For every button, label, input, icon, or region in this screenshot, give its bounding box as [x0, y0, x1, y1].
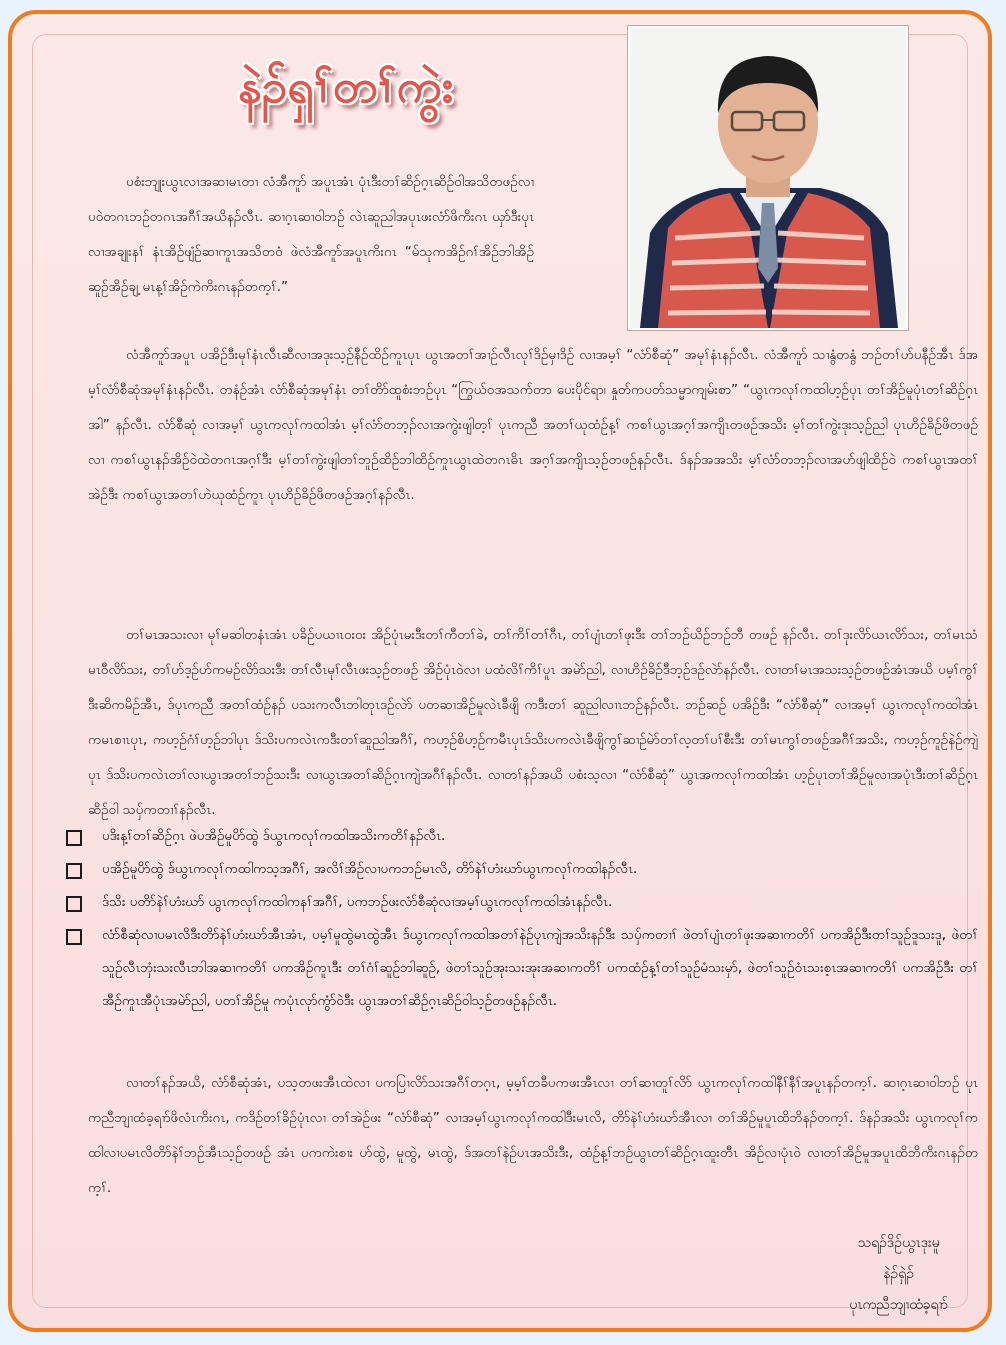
checkbox-square-icon: [66, 929, 82, 945]
list-item: [66, 919, 978, 1018]
bullet-list: [66, 820, 978, 1018]
author-portrait-image: [630, 28, 906, 328]
list-item: [66, 886, 978, 919]
hardship-paragraph: တၢ်မၤအသးလၢ မုၢ်မဆါတနံၤအံၤ ပခိဉ်ပယၢၤဝးဝး အိဉ်ပုံၤမးဒီးတၢ်ကီတၢ်ခဲ, တၢ်ကိၢ်တၢ်ဂီၤ, တၢ်ပျံၤတၢ်ဖုးဒီး တၢ်ဘဉ်ယိဉ်ဘဉ်ဘီ တဖဉ် နၣ်လီၤ. တၢ်ဒုးလိာ်ယၤလိာ်သး, တၢ်မၤသံမၤဝီလိာ်သး, တၢ်ဟ်ဒ့ဉ်ဟ်ကမဉ်လိာ်သးဒီး တၢ်လီၤမုၢ်လီၤဖးသ့ဉ်တဖဉ် အိဉ်ပုံၤဝဲလၢ ပထံလိၢ်ကိၢ်ပူၤ အမဲာ်ညါ, လၢဟိဉ်ခိဉ်ဒီဘ့ဉ်ဒဉ်လဲာ်နၣ်လီၤ. လၢတၢ်မၤအသးသ့ဉ်တဖဉ်အံၤအယိ ပမ့ၢ်ကွၢ်ဒီးဆိကမိဉ်အီၤ, ဒ်ပုၤကညီ အတၢ်ထံဉ်နၣ် ပသးကလီၤဘါတုၤဒဉ်လဲာ် ပတဆၢအိဉ်မူလဲၤခီဖျိ ကဒီးတၢ် ဆူညါလၢၤဘဉ်နၣ်လီၤ. ဘဉ်ဆဉ် ပအိဉ်ဒီး “လံာ်စီဆုံ” လၢအမ့ၢ် ယွၤကလုၢ်ကထါအံၤ ကမၤစၢၤပုၤ, ကဟ့ဉ်ဂံၢ်ဟ့ဉ်ဘါပုၤ ဒ်သိးပကလဲၤကဒီးတၢ်ဆူညါအဂီၢ်, ကဟ့ဉ်စိဟ့ဉ်ကမီၤပုၤဒ်သိးပကလဲၤခီဖျိကွၢ်ဆၢဉ်မဲာ်တၢ်လ့တၢ်ပၢ်စီးဒီး တၢ်မၤကွၢ်တဖဉ်အဂီၢ်အသိး, ကဟ့ဉ်ကူဉ်နဲဉ်ကျဲပုၤ ဒ်သိးပကလဲၤတၢ်လၢယွၤအတၢ်ဘဉ်သးဒီး လၢယွၤအတၢ်ဆိဉ်ဂ့ၤကျဲအဂီၢ်နၣ်လီၤ. လၢတၢ်နၣ်အယိ ပစံးသ့လၢ “လံာ်စီဆုံ” ယွၤအကလုၢ်ကထါအံၤ ဟ့ဉ်ပုၤတၢ်အိဉ်မူလၢအပုံၤဒီးတၢ်ဆိဉ်ဂ့ၤဆိဉ်ဝါ သပှ်ကတၢၢ်နၣ်လီၤ.: [88, 627, 978, 818]
signature-title: သရၣ်ဒိဉ်ယွၤဒုးမူ: [857, 1235, 940, 1251]
bible-sunday-paragraph: လံအီကူာ်အပူၤ ပအိဉ်ဒီးမုၢ်နံၤလီၤဆီလၢအဒုးသ့ဉ်နီဉ်ထိဉ်ကူၤပုၤ ယွၤအတၢ်အၢဉ်လီၤလုၢ်ဒိဉ်မှၢဒိဉ် လၢအမ့ၢ် “လံာ်စီဆုံ” အမုၢ်နံၤနၣ်လီၤ. လံအီကူာ် သၢနွံတနွံ ဘဉ်တၢ်ဟ်ပနီဉ်အီၤ ဒ်အမ့ၢ်လံာ်စီဆုံအမုၢ်နံၤနၣ်လီၤ. တနံဉ်အံၤ လံာ်စီဆုံအမုၢ်နံၤ တၢ်တိာ်ထူစံးဘဉ်ပုၤ “ကြွယ်ဝအသက်တာ ပေးပိုင်ရာ၊ နှုတ်ကပတ်သမ္မာကျမ်းစာ” “ယွၤကလုၢ်ကထါဟ့ဉ်ပုၤ တၢ်အိဉ်မူပုံၤတၢ်ဆိဉ်ဂ့ၤအါ” နၣ်လီၤ. လံာ်စီဆုံ လၢအမ့ၢ် ယွၤကလုၢ်ကထါအံၤ မ့ၢ်လံာ်တဘ့ၣ်လၢအကွဲးဖျါတ့ၢ် ပုၤကညီ အတၢ်ယုထံဉ်န့ၢ် ကစၢ်ယွၤအဂ့ၢ်အကျိၤတဖဉ်အသိး မ့ၢ်တၢ်ကွဲးဒုးသ့ဉ်ညါ ပုၤဟိဉ်ခိဉ်ဖိတဖဉ်လၢ ကစၢ်ယွၤနၣ်အိဉ်ဝဲထဲတဂၤအဂ့ၢ်ဒီး မ့ၢ်တၢ်ကွဲးဖျါတၢ်ဘူဉ်ထိဉ်ဘါထိဉ်ကူၤယွၤထဲတဂၤဓိၤ အဂ့ၢ်အကျိၤသ့ဉ်တဖဉ်နၣ်လီၤ. ဒ်နၣ်အအသိး မ့ၢ်လံာ်တဘ့ၣ်လၢအဟ်ဖျါထိဉ်ဝဲ ကစၢ်ယွၤအတၢ်အဲဉ်ဒီး ကစၢ်ယွၤအတၢ်ဟဲယုထံဉ်ကူၤ ပုၤဟိဉ်ခိဉ်ဖိတဖဉ်အဂ့ၢ်နၣ်လီၤ.: [88, 347, 978, 503]
list-item: [66, 820, 978, 853]
checkbox-square-icon: [66, 830, 82, 846]
signature-name: နဲၣ်ရှဲၣ်: [883, 1266, 915, 1282]
author-photo: [628, 26, 908, 330]
list-item-text: ပအိဉ်မူပိာ်ထွဲ ဒ်ယွၤကလုၢ်ကထါကသ့အဂီၢ်, အလိၢ်အိဉ်လၢပကဘဉ်မၤလိ, တိာ်နဲၢ်ဟံးဃာ်ယွၤကလုၢ်ကထါနၣ်လီၤ.: [102, 861, 638, 877]
list-item-text: ဒ်သိး ပတိာ်နဲၢ်ဟံးဃာ် ယွၤကလုၢ်ကထါကနၢ်အဂီၢ်, ပကဘဉ်ဖးလံာ်စီဆုံလၢအမ့ၢ်ယွၤကလုၢ်ကထါအံၤနၣ်လီၤ.: [102, 894, 613, 910]
closing-paragraph: လၢတၢ်နၣ်အယိ, လံာ်စီဆုံအံၤ, ပသ့တဖးအီၤထဲလၢ ပကပြၢလိာ်သးအဂီၢ်တဂ့ၤ, မ့မ့ၢ်တခီပကဖးအီၤလၢ တၢ်ဆၢတူၢ်လိာ် ယွၤကလုၢ်ကထါနီၢ်နီၢ်အပူၤနၣ်တက့ၢ်. ဆၢဂ့ၤဆၢဝါဘဉ် ပုၤကညီဘျၢထံခ့ရၢာ်ဖိလံၤကိးဂၤ, ကဒိဉ်တၢ်ခိဉ်ပုံၤလၢ တၢ်အဲဉ်ဖး “လံာ်စီဆုံ” လၢအမ့ၢ်ယွၤကလုၢ်ကထါဒီးမၤလိ, တိာ်နဲၢ်ဟံးဃာ်အီၤလၢ တၢ်အိဉ်မူပူၤထိဘိနၣ်တက့ၢ်. ဒ်နၣ်အသိး ယွၤကလုၢ်ကထါလၢပမၤလိတိာ်နဲၢ်ဘဉ်အီၤသ့ဉ်တဖဉ် အံၤ ပကကဲးစၢး ဟ်ထွဲ, မူထွဲ, မၤထွဲ, ဒ်အတၢ်နဲဉ်ပၤအသိးဒီး, ထံဉ်န့ၢ်ဘဉ်ယွၤတၢ်ဆိဉ်ဂ့ၤထူးတီၤ အိဉ်လၢပုံၤဝဲ လၢတၢ်အိဉ်မူအပူၤထိဘိကိးဂၤနၣ်တက့ၢ်.: [88, 1075, 978, 1196]
checkbox-square-icon: [66, 863, 82, 879]
signature-block: [849, 1228, 948, 1321]
list-item-text: ပဒိးန့ၢ်တၢ်ဆိဉ်ဂ့ၤ ဖဲပအိဉ်မူပိာ်ထွဲ ဒ်ယွၤကလုၢ်ကထါအသိးကတိၢ်နၣ်လီၤ.: [102, 828, 446, 844]
list-item-text: လံာ်စီဆုံလၢပမၤလိဒီးတိာ်နဲၢ်ဟံးဃာ်အီၤအံၤ, ပမ့ၢ်မူထွဲမၤထွဲအီၤ ဒ်ယွၤကလုၢ်ကထါအတၢ်နဲဉ်ပုၤကျဲအသိးနၣ်ဒီး သပှ်ကတၢၢ် ဖဲတၢ်ပျံၤတၢ်ဖုးအဆၢကတိၢ် ပကအိဉ်ဒီးတၢ်သူဉ်ဒူသးဒူ, ဖဲတၢ်သူဉ်လီၤဘှံးသးလီၤဘါအဆၢကတိၢ် ပကအိဉ်ကူၤဒီး တၢ်ဂံၢ်ဆူဉ်ဘါဆူဉ်, ဖဲတၢ်သူဉ်အုးသးအုးအဆၢကတိၢ် ပကထံဉ်န့ၢ်တၢ်သူဉ်မံသးမှာ်, ဖဲတၢ်သူဉ်ဝံၤသးစ့ၤအဆၢကတိၢ် ပကအိဉ်ဒီး တၢ်အီဉ်ကူၤအီပုံၤအမဲာ်ညါ, ပတၢ်အိဉ်မူ ကပုံၤလုာ်ကွံာ်ဝဲဒီး ယွၤအတၢ်ဆိဉ်ဂ့ၤဆိဉ်ဝါသ့ဉ်တဖဉ်နၣ်လီၤ.: [102, 927, 978, 1009]
list-item: [66, 853, 978, 886]
page-title: နဲၣ်ရှၢ်တၢ်ကွဲး: [238, 59, 454, 113]
signature-organization: ပုၤကညီဘျၢထံခ့ရၢာ်: [849, 1297, 948, 1313]
checkbox-square-icon: [66, 896, 82, 912]
intro-paragraph: ပစံးဘျုးယွၤလၢအဆၢမၤတၢ လံအီကူာ် အပူၤအံၤ ပုံၤဒီးတၢ်ဆိဉ်ဂ့ၤဆိဉ်ဝါအသိတဖဉ်လၢ ပဝဲတဂၤဘဉ်တဂၤအဂီၢ်အယိနၣ်လီၤ. ဆၢဂ့ၤဆၢဝါဘဉ် လဲၤဆူညါအပုၤဖးလံာ်ဖိကိးဂၤ ယှာ်ဒီးပုၤလၢအချုးနၢ် နံၤအိဉ်ဖျံဉ်ဆၢကူၤအသိတဝံ ဖဲလံအီကူာ်အပူၤကိးဂၤ “မ်သုကအိဉ်ဂၢ်အိဉ်ဘါအိဉ်ဆူဉ်အိဉ်ချ့ မၤန့ၢ်အိဉ်ကဲကိးဂၤနၣ်တက့ၢ်.”: [88, 174, 534, 295]
